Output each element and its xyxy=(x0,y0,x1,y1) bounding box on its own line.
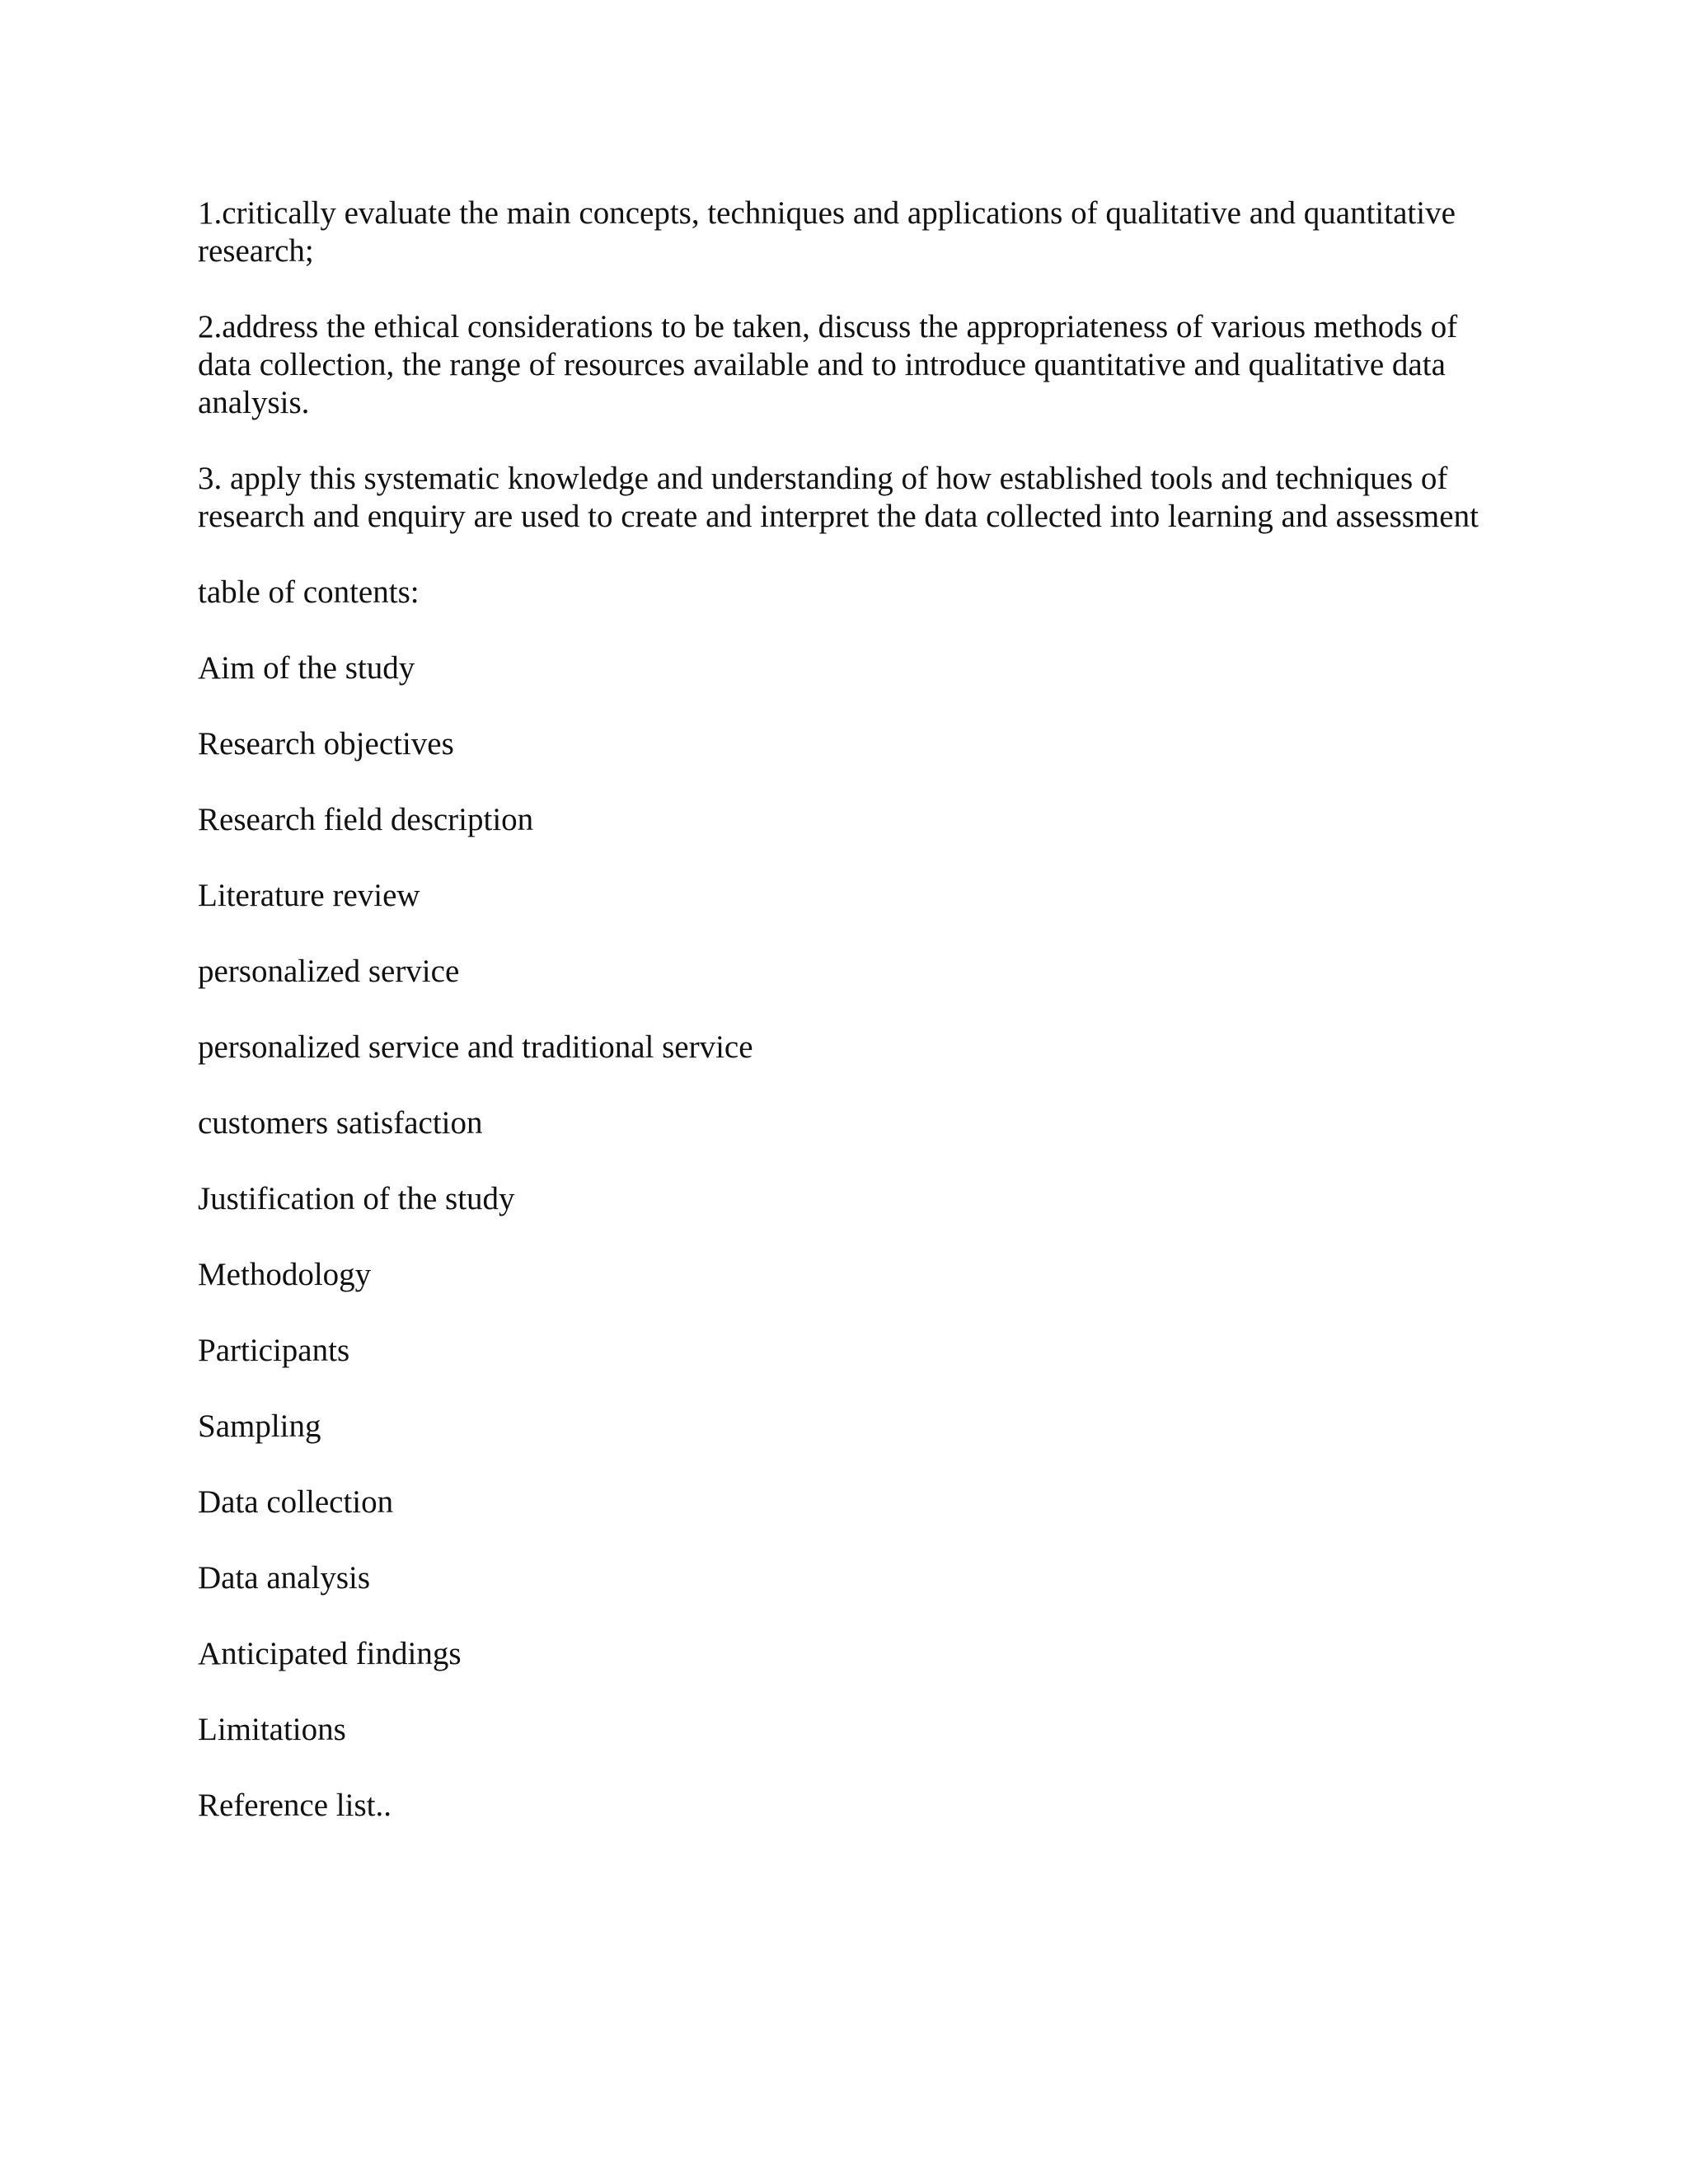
toc-list xyxy=(198,649,1500,1825)
toc-heading: table of contents: xyxy=(198,574,420,610)
toc-item-sampling: Sampling xyxy=(198,1408,321,1444)
toc-item-data-collection: Data collection xyxy=(198,1484,394,1520)
toc-item-personalized-vs-traditional: personalized service and traditional service xyxy=(198,1029,753,1065)
document-body xyxy=(198,194,1500,1863)
toc-item-customer-satisfaction: customers satisfaction xyxy=(198,1105,483,1141)
objective-2: 2.address the ethical considerations to be taken, discuss the appropriateness of various methods of data collection, the range of resources available and to introduce quantitative and qualitative data analysis. xyxy=(198,309,1458,420)
toc-item-participants: Participants xyxy=(198,1333,350,1368)
toc-item-data-analysis: Data analysis xyxy=(198,1560,371,1596)
toc-item-limitations: Limitations xyxy=(198,1712,346,1747)
toc-item-justification: Justification of the study xyxy=(198,1181,515,1216)
toc-item-reference-list: Reference list.. xyxy=(198,1788,392,1823)
toc-item-aim: Aim of the study xyxy=(198,650,415,686)
objective-3: 3. apply this systematic knowledge and understanding of how established tools and techniques of research and enquiry are used to create and interpret the data collected into learning and assessment xyxy=(198,461,1479,534)
toc-item-personalized-service: personalized service xyxy=(198,954,460,989)
toc-item-research-field: Research field description xyxy=(198,802,534,837)
toc-item-methodology: Methodology xyxy=(198,1257,372,1292)
toc-item-anticipated-findings: Anticipated findings xyxy=(198,1636,462,1671)
toc-item-literature-review: Literature review xyxy=(198,878,420,913)
toc-item-research-objectives: Research objectives xyxy=(198,726,454,762)
objective-1: 1.critically evaluate the main concepts, techniques and applications of qualitative and quantitative research; xyxy=(198,195,1456,269)
